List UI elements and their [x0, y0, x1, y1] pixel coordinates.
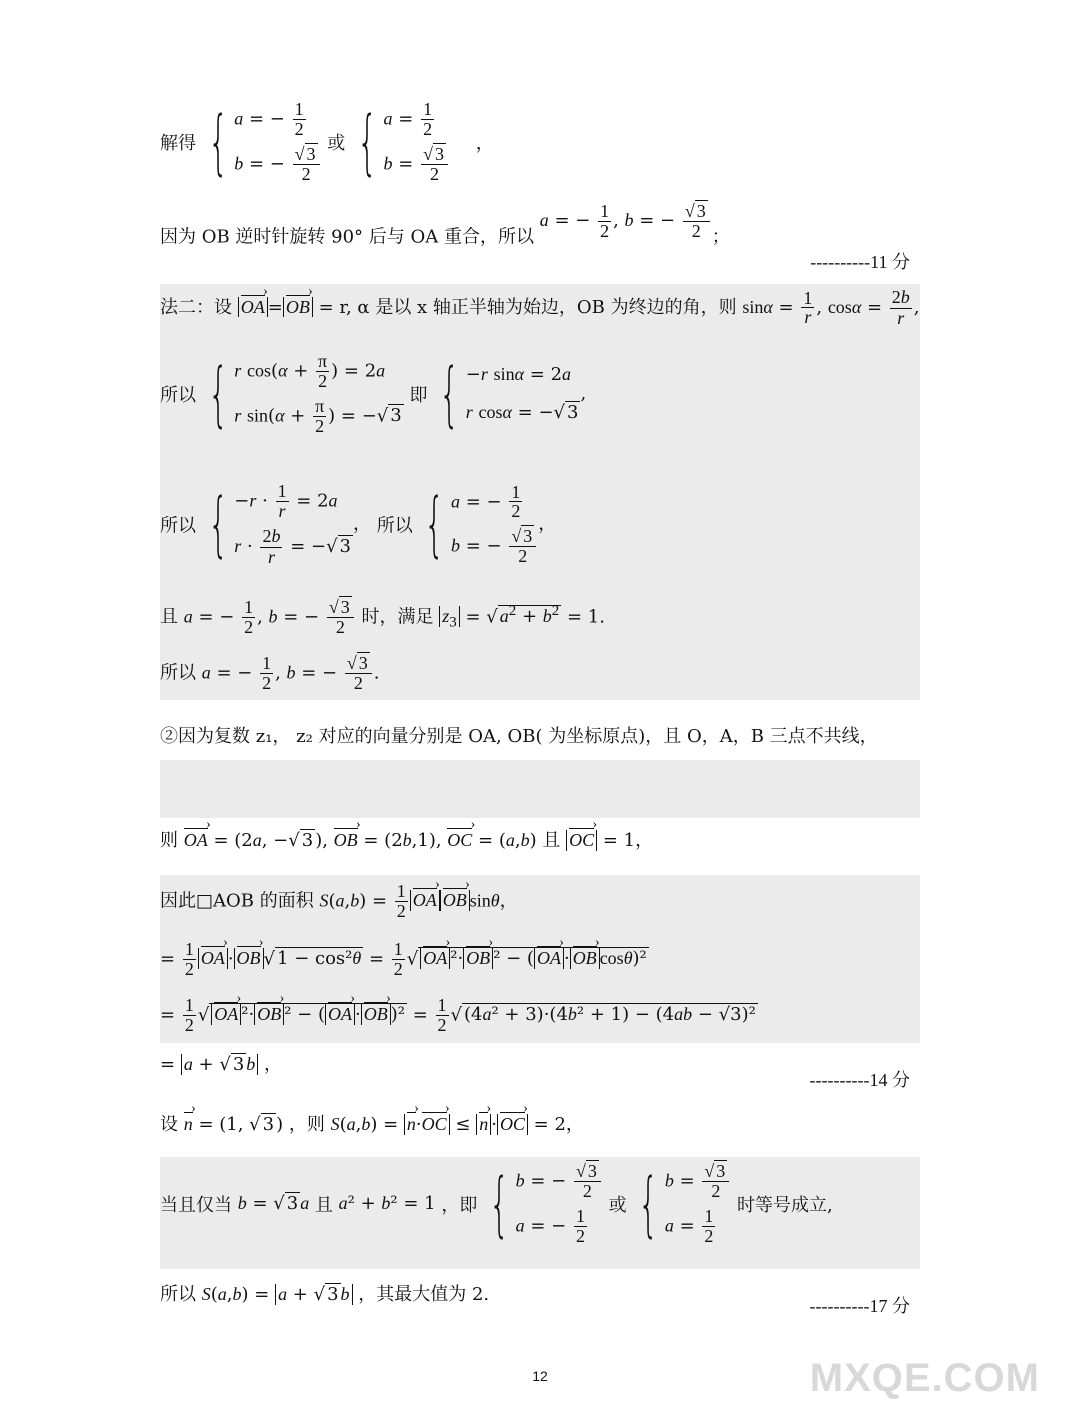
- score-14: ----------14 分: [809, 1070, 910, 1090]
- or-text: 或: [327, 132, 346, 154]
- score-17: ----------17 分: [809, 1296, 910, 1316]
- part2-line-1: ②因为复数 z₁， z₂ 对应的向量分别是 OA, OB( 为坐标原点)，且 O，A，B 三点不共线，: [160, 726, 878, 747]
- part2-box-1: [160, 760, 920, 818]
- final-tail: ，其最大值为 2.: [358, 1284, 490, 1305]
- eq-ie: ，即: [441, 1194, 478, 1216]
- eq-or: 或: [608, 1194, 627, 1216]
- area-line-4: = a + √ 3 b ，: [160, 1054, 282, 1075]
- and-text: 且: [542, 830, 561, 851]
- system-2: { a = $\frac{1}{2}$ b = $\frac{√ 3}{2}$: [351, 100, 450, 184]
- final-line: 所以 S(a,b) = a + √ 3 b ，其最大值为 2.: [160, 1284, 490, 1305]
- so2: 所以: [160, 515, 196, 537]
- system-5: { −r · $\frac{1}{r}$ = 2a r · $\frac{2b}{r}$ = −√ 3: [207, 481, 351, 567]
- eq-and: 且: [314, 1194, 333, 1216]
- lead-text: 解得: [160, 132, 196, 154]
- method2-lead: 法二：设: [160, 296, 232, 318]
- system-4: { −r sinα = 2a r cosα = −√ 3: [439, 352, 579, 435]
- page-number: 12: [532, 1368, 548, 1384]
- method2-line-3: 所以 { −r · $\frac{1}{r}$ = 2a r · $\frac{2b}{r}$ = −√ 3 ， 所以 { a = − $\frac{1}{2}$ b = − $\frac{√ 3}{2}$ ，: [160, 481, 557, 567]
- set-text: 设: [160, 1114, 178, 1135]
- area-line-2: = $\frac{1}{2}$ OA › · OB › √ 1 − cos²θ = $\frac{1}{2}$ √ OA › ²· OB › ² − ( OA › · OB › cosθ)²: [160, 940, 649, 979]
- method2-line-4: 且 a = − $\frac{1}{2}$ , b = − $\frac{√ 3}{2}$ 时，满足 $z_3$ = √ $a^2 + b^2 = 1$.: [160, 597, 605, 637]
- then-text-2: ，则: [288, 1114, 325, 1135]
- part2-line-3: 则 OA › = (2a, −√ 3 ), OB › = (2b,1), OC › = (a,b) 且 OC › = 1，: [160, 826, 653, 852]
- area-lead: 因此□AOB 的面积: [160, 890, 314, 912]
- system-1: { a = − $\frac{1}{2}$ b = − $\frac{√ 3}{2}$: [202, 100, 322, 184]
- ie: 即: [409, 384, 428, 406]
- method2-line-2: 所以 { r cos(α + $\frac{\pi}{2}$ ) = 2a r sin(α + $\frac{\pi}{2}$ ) = −√ 3 即 { −r sinα = 2a r cosα = −√ 3 ,: [160, 351, 587, 436]
- check-mid: 时，满足: [361, 606, 434, 628]
- eq-lead: 当且仅当: [160, 1194, 232, 1216]
- system-8: { b = $\frac{√ 3}{2}$ a = $\frac{1}{2}$: [632, 1162, 731, 1246]
- solution-line-1: [160, 100, 494, 184]
- so4: 所以: [160, 662, 196, 684]
- rotation-text: 因为 OB 逆时针旋转 90° 后与 OA 重合，所以: [160, 226, 534, 248]
- method2-line-5: 所以 a = − $\frac{1}{2}$ , b = − $\frac{√ 3}{2}$ .: [160, 653, 380, 693]
- area-line-3: = $\frac{1}{2}$ √ OA › ²· OB › ² − ( OA › · OB › )² = $\frac{1}{2}$ √ (4a² + 3)·(4b² + 1) − (4ab − √3)²: [160, 996, 758, 1035]
- method2-mid: = r, α 是以 x 轴正半轴为始边，OB 为终边的角，则: [318, 296, 737, 318]
- so1: 所以: [160, 384, 196, 406]
- watermark-logo: MXQE.COM: [809, 1356, 1040, 1400]
- check-lead: 且: [160, 606, 178, 628]
- system-3: { r cos(α + $\frac{\pi}{2}$ ) = 2a r sin(α + $\frac{\pi}{2}$ ) = −√ 3: [207, 351, 402, 436]
- final-lead: 所以: [160, 1284, 196, 1305]
- score-11: ----------11 分: [810, 252, 910, 272]
- equality-line: 当且仅当 b = √ 3 a 且 a² + b² = 1 ，即 { b = − $\frac{√ 3}{2}$ a = − $\frac{1}{2}$ 或 { b = $\frac{√ 3}{2}$ a = $\frac{1}{2}$ 时等号成立,: [160, 1161, 833, 1246]
- eq-tail: 时等号成立,: [737, 1194, 833, 1216]
- system-7: { b = − $\frac{√ 3}{2}$ a = − $\frac{1}{2}$: [483, 1162, 603, 1246]
- method2-line-1: 法二：设 OA › = OB › = r, α 是以 x 轴正半轴为始边，OB 为终边的角，则 sinα = $\frac{1}{r}$ , cosα = $\frac{2b}{r}$ ,: [160, 288, 920, 328]
- area-line-1: 因此□AOB 的面积 S(a,b) = $\frac{1}{2}$ OA › OB › sinθ，: [160, 882, 518, 921]
- tail: ，: [475, 132, 494, 154]
- system-6: { a = − $\frac{1}{2}$ b = − $\frac{√ 3}{2}$: [418, 483, 538, 567]
- vector-line: 设 n › = (1, √ 3 ) ，则 S(a,b) = n ›·OC › ≤ n › · OC › = 2，: [160, 1110, 584, 1136]
- then-text: 则: [160, 830, 178, 851]
- solution-line-2: 因为 OB 逆时针旋转 90° 后与 OA 重合，所以 a = − $\frac{1}{2}$ , b = − $\frac{√ 3}{2}$ ；: [160, 201, 730, 248]
- so3: 所以: [376, 515, 413, 537]
